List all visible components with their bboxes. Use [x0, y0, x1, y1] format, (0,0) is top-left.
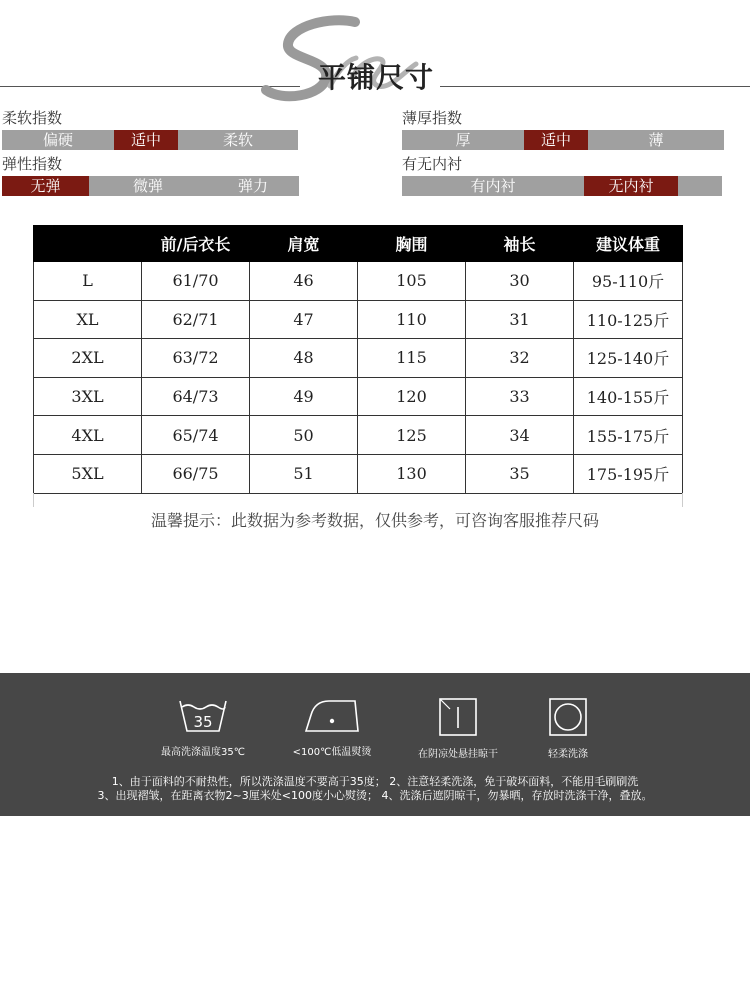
size-cell: 2XL [34, 339, 142, 378]
size-note: 温馨提示：此数据为参考数据，仅供参考，可咨询客服推荐尺码 [150, 511, 599, 530]
elasticity-label: 弹性指数 [2, 155, 63, 173]
table-cell: 32 [466, 339, 574, 378]
care-panel [0, 673, 750, 816]
table-cell: 46 [250, 262, 358, 301]
table-cell: 34 [466, 416, 574, 455]
softness-index [2, 108, 298, 150]
softness-option-soft: 柔软 [178, 130, 298, 150]
care-item-iron [277, 697, 387, 758]
table-cell: 125-140斤 [574, 339, 683, 378]
table-cell: 105 [358, 262, 466, 301]
elasticity-option-slight: 微弹 [89, 176, 207, 196]
table-cell: 48 [250, 339, 358, 378]
size-cell: XL [34, 300, 142, 339]
wash-temperature: 35 [193, 713, 213, 731]
table-cell: 64/73 [142, 377, 250, 416]
care-item-dry [403, 697, 513, 760]
care-label-iron: <100℃低温熨烫 [292, 747, 372, 758]
table-header-row [34, 226, 683, 262]
softness-option-medium: 适中 [114, 130, 178, 150]
size-cell: L [34, 262, 142, 301]
size-cell: 4XL [34, 416, 142, 455]
table-header-cell: 建议体重 [574, 226, 683, 262]
thickness-option-medium: 适中 [524, 130, 588, 150]
care-instructions-line-2: 3、出现褶皱，在距离衣物2~3厘米处<100度小心熨烫； 4、洗涤后遮阴晾干，勿暴晒，存放时洗涤干净，叠放。 [97, 789, 653, 802]
table-cell: 30 [466, 262, 574, 301]
elasticity-option-none: 无弹 [2, 176, 89, 196]
header-divider-left [0, 86, 300, 87]
softness-option-hard: 偏硬 [2, 130, 114, 150]
care-item-wash [148, 697, 258, 758]
table-tail-left [33, 493, 34, 507]
table-cell: 175-195斤 [574, 454, 683, 493]
size-cell: 3XL [34, 377, 142, 416]
table-cell: 63/72 [142, 339, 250, 378]
care-item-gentle [513, 697, 623, 760]
care-label-wash: 最高洗涤温度35℃ [161, 747, 245, 758]
care-label-dry: 在阴凉处悬挂晾干 [418, 749, 498, 760]
table-header-cell: 袖长 [466, 226, 574, 262]
table-row [34, 339, 683, 378]
elasticity-index [2, 154, 299, 196]
table-cell: 110-125斤 [574, 300, 683, 339]
table-cell: 125 [358, 416, 466, 455]
thickness-index [402, 108, 724, 150]
thickness-option-thin: 薄 [588, 130, 724, 150]
wash-35-icon [178, 697, 228, 735]
table-cell: 47 [250, 300, 358, 339]
table-cell: 50 [250, 416, 358, 455]
gentle-wash-icon [548, 697, 588, 737]
table-row [34, 454, 683, 493]
table-header-cell: 前/后衣长 [142, 226, 250, 262]
table-row [34, 300, 683, 339]
table-cell: 51 [250, 454, 358, 493]
lining-option-without: 无内衬 [584, 176, 678, 196]
lining-label: 有无内衬 [402, 155, 463, 173]
table-cell: 130 [358, 454, 466, 493]
table-row [34, 262, 683, 301]
table-tail-right [682, 493, 683, 507]
table-cell: 140-155斤 [574, 377, 683, 416]
elasticity-option-stretch: 弹力 [207, 176, 299, 196]
lining-option-with: 有内衬 [402, 176, 584, 196]
iron-low-icon [303, 697, 361, 735]
table-cell: 35 [466, 454, 574, 493]
table-cell: 66/75 [142, 454, 250, 493]
drip-dry-shade-icon [438, 697, 478, 737]
softness-label: 柔软指数 [2, 109, 63, 127]
page-title: 平铺尺寸 [318, 61, 435, 94]
table-cell: 62/71 [142, 300, 250, 339]
table-header-cell [34, 226, 142, 262]
care-instructions-line-1: 1、由于面料的不耐热性，所以洗涤温度不要高于35度； 2、注意轻柔洗涤，免于破坏面料，不能用毛刷刷洗 [111, 775, 639, 788]
table-row [34, 377, 683, 416]
table-row [34, 416, 683, 455]
table-cell: 95-110斤 [574, 262, 683, 301]
table-cell: 31 [466, 300, 574, 339]
size-cell: 5XL [34, 454, 142, 493]
table-cell: 110 [358, 300, 466, 339]
table-header-cell: 肩宽 [250, 226, 358, 262]
care-label-gentle: 轻柔洗涤 [548, 749, 588, 760]
table-cell: 61/70 [142, 262, 250, 301]
table-cell: 65/74 [142, 416, 250, 455]
table-cell: 155-175斤 [574, 416, 683, 455]
thickness-label: 薄厚指数 [402, 109, 463, 127]
table-cell: 33 [466, 377, 574, 416]
thickness-option-thick: 厚 [402, 130, 524, 150]
table-cell: 115 [358, 339, 466, 378]
lining-bar-end [678, 176, 722, 196]
header-divider-right [440, 86, 750, 87]
size-table [33, 225, 683, 494]
table-header-cell: 胸围 [358, 226, 466, 262]
table-cell: 120 [358, 377, 466, 416]
lining-index [402, 154, 722, 196]
table-cell: 49 [250, 377, 358, 416]
header [0, 0, 750, 110]
